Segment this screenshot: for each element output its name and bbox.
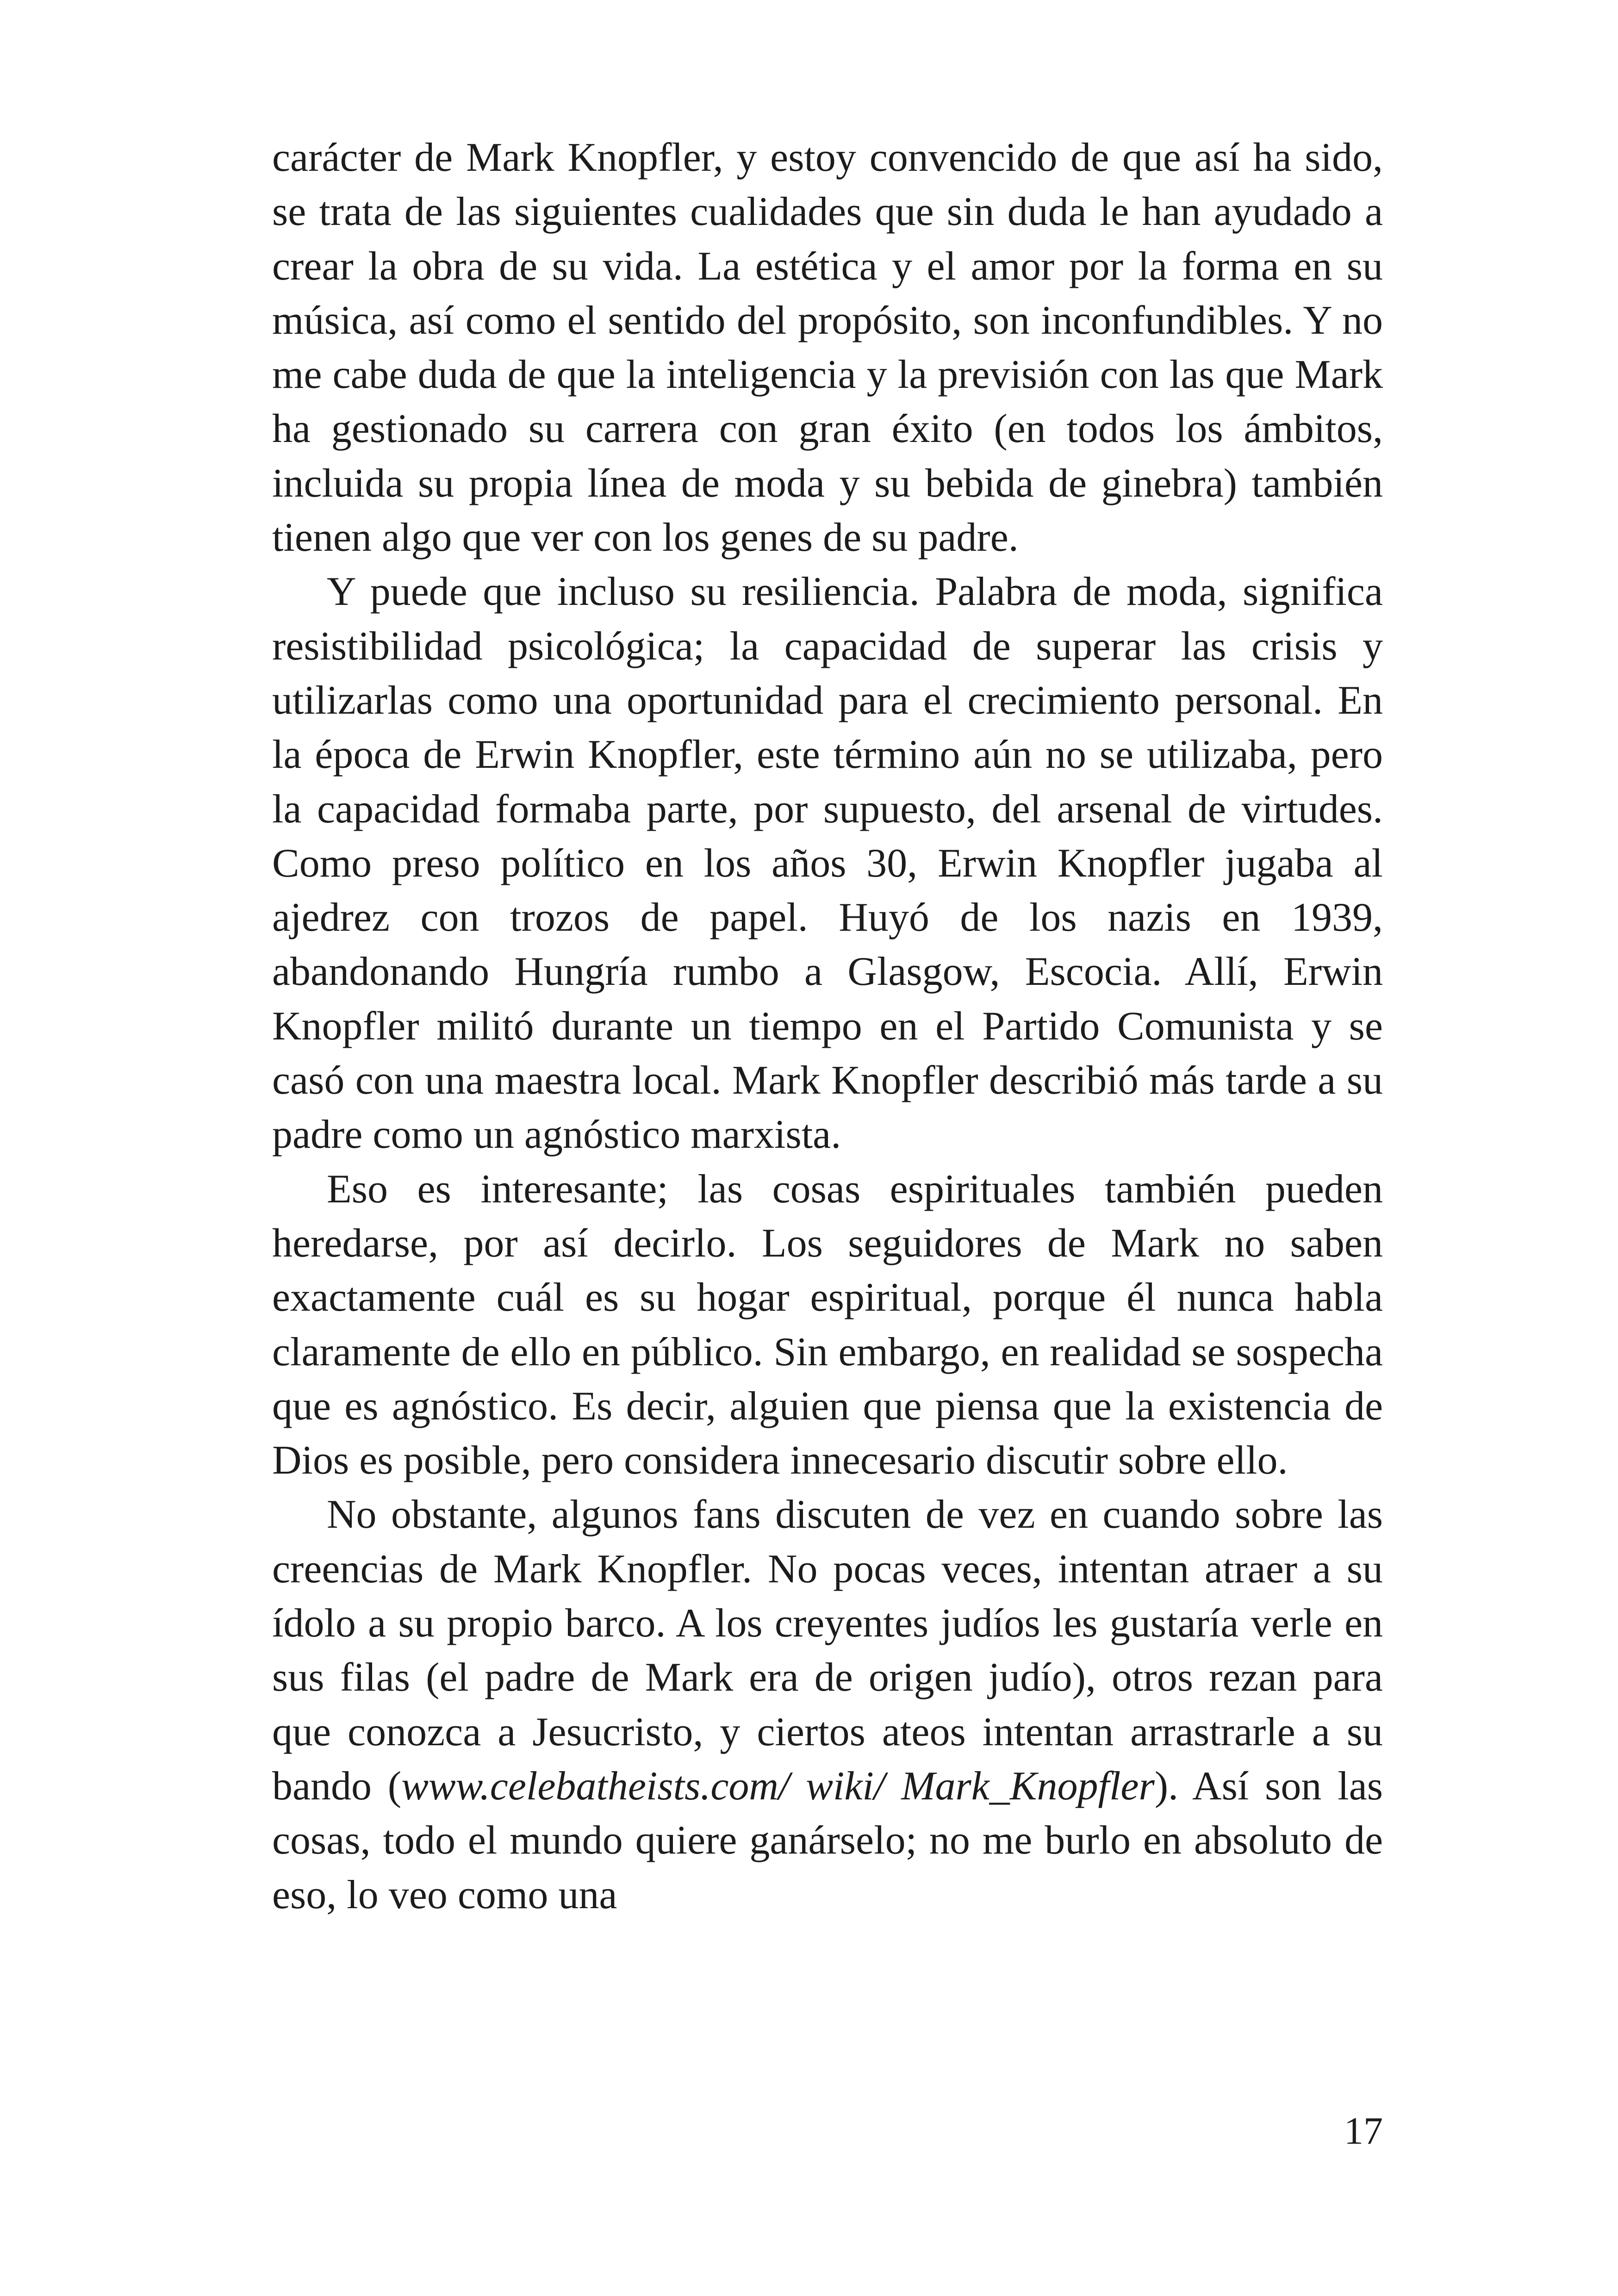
celebatheists-link[interactable]: www.celebatheists.com/ wiki/ Mark_Knopfler (401, 1763, 1155, 1809)
paragraph-4-text-after: ). Así son las cosas, todo el mundo quiere ganárselo; no me burlo en absoluto de eso, lo veo como una (272, 1763, 1383, 1917)
body-text (272, 131, 1383, 1922)
paragraph-1: carácter de Mark Knopfler, y estoy convencido de que así ha sido, se trata de las siguientes cualidades que sin duda le han ayudado a crear la obra de su vida. La estética y el amor por la forma en su música, así como el sentido del propósito, son inconfundibles. Y no me cabe duda de que la inteligencia y la previsión con las que Mark ha gestionado su carrera con gran éxito (en todos los ámbitos, incluida su propia línea de moda y su bebida de ginebra) también tienen algo que ver con los genes de su padre. (272, 135, 1383, 560)
paragraph-4 (272, 1487, 1383, 1922)
paragraph-2: Y puede que incluso su resiliencia. Palabra de moda, significa resistibilidad psicológica; la capacidad de superar las crisis y utilizarlas como una oportunidad para el crecimiento personal. En la época de Erwin Knopfler, este término aún no se utilizaba, pero la capacidad formaba parte, por supuesto, del arsenal de virtudes. Como preso político en los años 30, Erwin Knopfler jugaba al ajedrez con trozos de papel. Huyó de los nazis en 1939, abandonando Hungría rumbo a Glasgow, Escocia. Allí, Erwin Knopfler militó durante un tiempo en el Partido Comunista y se casó con una maestra local. Mark Knopfler describió más tarde a su padre como un agnóstico marxista. (272, 569, 1383, 1157)
paragraph-4-text-before: No obstante, algunos fans discuten de vez en cuando sobre las creencias de Mark Knopfler. No pocas veces, intentan atraer a su ídolo a su propio barco. A los creyentes judíos les gustaría verle en sus filas (el padre de Mark era de origen judío), otros rezan para que conozca a Jesucristo, y ciertos ateos intentan arrastrarle a su bando ( (272, 1492, 1383, 1809)
paragraph-3: Eso es interesante; las cosas espirituales también pueden heredarse, por así decirlo. Los seguidores de Mark no saben exactamente cuál es su hogar espiritual, porque él nunca habla claramente de ello en público. Sin embargo, en realidad se sospecha que es agnóstico. Es decir, alguien que piensa que la existencia de Dios es posible, pero considera innecesario discutir sobre ello. (272, 1166, 1383, 1483)
page-number: 17 (1344, 2109, 1383, 2153)
